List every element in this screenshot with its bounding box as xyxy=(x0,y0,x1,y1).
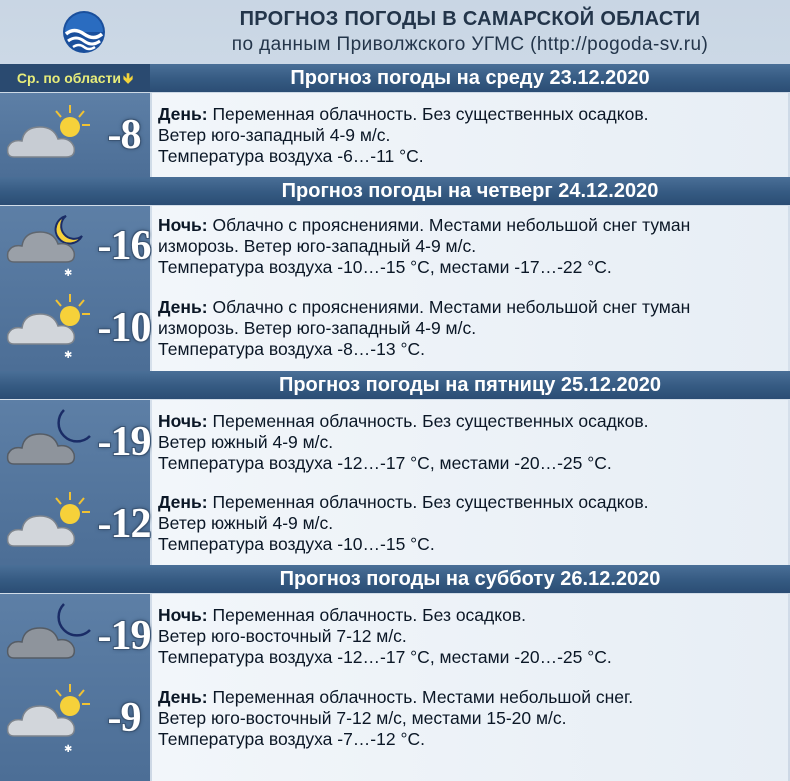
forecast-entry-text xyxy=(152,206,788,288)
section-header xyxy=(0,64,790,92)
forecast-line: Ветер юго-восточный 7-12 м/с. xyxy=(158,626,407,646)
section-title: Прогноз погоды на пятницу 25.12.2020 xyxy=(278,374,662,396)
forecast-line: Температура воздуха -6…-11 °С. xyxy=(158,146,424,166)
section-title: Прогноз погоды на четверг 24.12.2020 xyxy=(281,180,659,202)
period-label: Ночь: xyxy=(158,605,208,625)
cloud-moon-snow-icon xyxy=(4,210,96,284)
cloud-sun-snow-icon xyxy=(4,680,96,760)
forecast-line: изморозь. Ветер юго-западный 4-9 м/с. xyxy=(158,236,477,256)
forecast-entry-icon xyxy=(0,400,150,482)
forecast-entry-text xyxy=(152,482,788,565)
forecast-line: День: Переменная облачность. Без существенных осадков. xyxy=(158,492,649,512)
svg-text:✱: ✱ xyxy=(64,268,73,279)
forecast-entry-icon xyxy=(0,594,150,676)
cloud-sun-icon xyxy=(4,101,96,171)
page-subtitle: по данным Приволжского УГМС (http://pogoda-sv.ru) xyxy=(231,34,709,55)
forecast-line: Температура воздуха -7…-12 °С. xyxy=(158,729,425,749)
forecast-line: Ночь: Переменная облачность. Без существенных осадков. xyxy=(158,411,649,431)
section-title: Прогноз погоды на субботу 26.12.2020 xyxy=(279,568,661,590)
section-title: Прогноз погоды на среду 23.12.2020 xyxy=(290,67,650,89)
forecast-entry-icon xyxy=(0,676,150,781)
forecast-entry-text xyxy=(152,400,788,482)
forecast-line: Температура воздуха -10…-15 °С. xyxy=(158,534,435,554)
forecast-line: Температура воздуха -12…-17 °С, местами -20…-25 °С. xyxy=(158,453,612,473)
temperature-value: -12 xyxy=(97,501,151,547)
forecast-entry-icon xyxy=(0,206,150,288)
forecast-entry-text xyxy=(152,676,788,781)
forecast-entry-icon xyxy=(0,482,150,565)
arrow-down-icon: 🡻 xyxy=(123,70,134,86)
forecast-line: Температура воздуха -8…-13 °С. xyxy=(158,339,425,359)
forecast-line: Ветер южный 4-9 м/с. xyxy=(158,513,334,533)
period-label: День: xyxy=(158,297,208,317)
forecast-line: Температура воздуха -10…-15 °С, местами -17…-22 °С. xyxy=(158,257,612,277)
header xyxy=(0,0,790,62)
forecast-entry-text xyxy=(152,93,788,177)
period-label: День: xyxy=(158,687,208,707)
forecast-entry-icon xyxy=(0,93,150,177)
forecast-line: День: Переменная облачность. Местами небольшой снег. xyxy=(158,687,634,707)
period-label: Ночь: xyxy=(158,411,208,431)
forecast-line: Температура воздуха -12…-17 °С, местами -20…-25 °С. xyxy=(158,647,612,667)
page-title: ПРОГНОЗ ПОГОДЫ В САМАРСКОЙ ОБЛАСТИ xyxy=(239,8,701,30)
cloud-moon-icon xyxy=(4,406,96,480)
forecast-line: День: Облачно с прояснениями. Местами небольшой снег туман xyxy=(158,297,691,317)
temperature-value: -19 xyxy=(97,613,151,659)
period-label: Ночь: xyxy=(158,215,208,235)
svg-text:✱: ✱ xyxy=(64,744,73,755)
cloud-sun-snow-icon xyxy=(4,290,96,364)
forecast-line: Ветер юго-восточный 7-12 м/с, местами 15-20 м/с. xyxy=(158,708,567,728)
cloud-moon-icon xyxy=(4,600,96,674)
temperature-value: -8 xyxy=(107,112,141,158)
temperature-value: -16 xyxy=(97,223,151,269)
temperature-value: -9 xyxy=(107,695,141,741)
forecast-line: Ночь: Переменная облачность. Без осадков. xyxy=(158,605,526,625)
forecast-line: День: Переменная облачность. Без существенных осадков. xyxy=(158,104,649,124)
forecast-line: Ветер юго-западный 4-9 м/с. xyxy=(158,125,391,145)
section-header xyxy=(0,565,790,593)
wave-logo-icon xyxy=(62,10,106,54)
forecast-line: изморозь. Ветер юго-западный 4-9 м/с. xyxy=(158,318,477,338)
forecast-line: Ветер южный 4-9 м/с. xyxy=(158,432,334,452)
forecast-entry-icon xyxy=(0,288,150,371)
temperature-value: -10 xyxy=(97,305,151,351)
temperature-value: -19 xyxy=(97,419,151,465)
forecast-entry-text xyxy=(152,288,788,371)
period-label: День: xyxy=(158,104,208,124)
forecast-entry-text xyxy=(152,594,788,676)
forecast-line: Ночь: Облачно с прояснениями. Местами небольшой снег туман xyxy=(158,215,691,235)
avg-region-label: Ср. по области 🡻 xyxy=(0,64,150,92)
section-header xyxy=(0,371,790,399)
svg-text:✱: ✱ xyxy=(64,350,73,361)
period-label: День: xyxy=(158,492,208,512)
section-header xyxy=(0,177,790,205)
cloud-sun-icon xyxy=(4,488,96,562)
